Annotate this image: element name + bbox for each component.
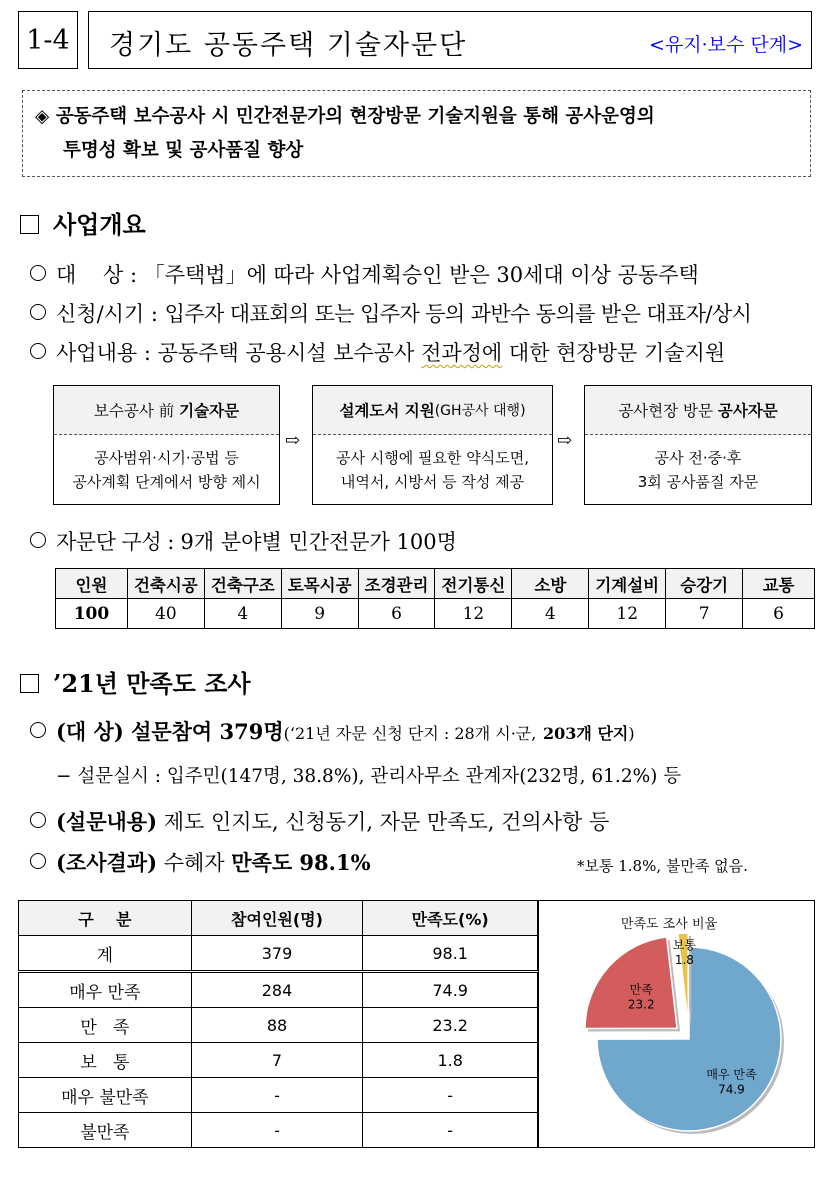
survey-sub: − 설문실시 : 입주민(147명, 38.8%), 관리사무소 관계자(232명, 61.2%) 등 (56, 766, 682, 787)
pie-chart (539, 901, 814, 1147)
chart-title: 만족도 조사 비율 (620, 917, 718, 932)
arrow-right-icon: ⇨ (557, 430, 573, 451)
table-row: 계 379 98.1 (19, 936, 538, 972)
pie-value-label: 23.2 (627, 997, 655, 1012)
summary-line-2: 투명성 확보 및 공사품질 향상 (63, 140, 304, 161)
pie-value-label: 1.8 (674, 953, 694, 968)
circle-bullet-icon (30, 853, 46, 869)
process-step-3-head: 공사현장 방문 공사자문 (585, 386, 811, 435)
experts-value-row: 100 40 4 9 6 12 4 12 7 6 (56, 599, 815, 629)
process-step-1-head: 보수공사 前 기술자문 (54, 386, 279, 435)
section-number: 1-4 (18, 11, 78, 69)
pie-chart-box (538, 900, 815, 1148)
table-row: 매우 불만족 - - (19, 1078, 538, 1113)
circle-bullet-icon (30, 304, 46, 320)
circle-bullet-icon (30, 343, 46, 359)
pie-value-label: 74.9 (718, 1082, 745, 1097)
circle-bullet-icon (30, 265, 46, 281)
table-row: 불만족 - - (19, 1113, 538, 1148)
survey-target: (대 상) 설문참여 379명(‘21년 자문 신청 단지 : 28개 시·군, 203개 단지) (30, 716, 635, 746)
title-box (88, 11, 812, 69)
pie-label: 보통 (672, 938, 696, 953)
process-step-1: 보수공사 前 기술자문 공사범위·시기·공법 등 공사계획 단계에서 방향 제시 (53, 385, 280, 505)
table-row: 보 통 7 1.8 (19, 1043, 538, 1078)
survey-heading: ’21년 만족도 조사 (20, 664, 251, 699)
process-step-3: 공사현장 방문 공사자문 공사 전·중·후 3회 공사품질 자문 (584, 385, 812, 505)
circle-bullet-icon (30, 722, 46, 738)
survey-result: (조사결과) 수혜자 만족도 98.1% (30, 847, 371, 877)
page-title: 경기도 공동주택 기술자문단 (109, 30, 468, 61)
process-step-2: 설계도서 지원 (GH공사 대행) 공사 시행에 필요한 약식도면, 내역서, 시방서 등 작성 제공 (312, 385, 553, 505)
overview-target: 대 상 : 「주택법」에 따라 사업계획승인 받은 30세대 이상 공동주택 (30, 259, 699, 289)
result-header-row: 구 분 참여인원(명) 만족도(%) (19, 901, 538, 936)
experts-line: 자문단 구성 : 9개 분야별 민간전문가 100명 (30, 526, 457, 556)
experts-header-row: 인원 건축시공 건축구조 토목시공 조경관리 전기통신 소방 기계설비 승강기 교통 (56, 569, 815, 599)
experts-table (55, 568, 815, 629)
stage-label: <유지·보수 단계> (648, 34, 803, 56)
process-step-2-head: 설계도서 지원 (GH공사 대행) (313, 386, 552, 435)
table-row: 만 족 88 23.2 (19, 1008, 538, 1043)
summary-line-1: ◈ 공동주택 보수공사 시 민간전문가의 현장방문 기술지원을 통해 공사운영의 (35, 106, 655, 127)
square-bullet-icon (20, 674, 39, 693)
survey-content: (설문내용) 제도 인지도, 신청동기, 자문 만족도, 건의사항 등 (30, 806, 609, 836)
circle-bullet-icon (30, 812, 46, 828)
summary-box (22, 90, 811, 177)
circle-bullet-icon (30, 532, 46, 548)
arrow-right-icon: ⇨ (285, 430, 301, 451)
pie-label: 만족 (629, 982, 653, 997)
diamond-bullet-icon: ◈ (35, 106, 50, 127)
overview-heading: 사업개요 (20, 205, 146, 240)
survey-result-note: *보통 1.8%, 불만족 없음. (577, 857, 748, 875)
pie-label: 매우 만족 (706, 1067, 757, 1082)
overview-content: 사업내용 : 공동주택 공용시설 보수공사 전과정에 대한 현장방문 기술지원 (30, 337, 725, 367)
table-row: 매우 만족 284 74.9 (19, 972, 538, 1008)
square-bullet-icon (20, 215, 39, 234)
overview-apply: 신청/시기 : 입주자 대표회의 또는 입주자 등의 과반수 동의를 받은 대표자/상시 (30, 298, 751, 328)
result-table (18, 900, 538, 1148)
